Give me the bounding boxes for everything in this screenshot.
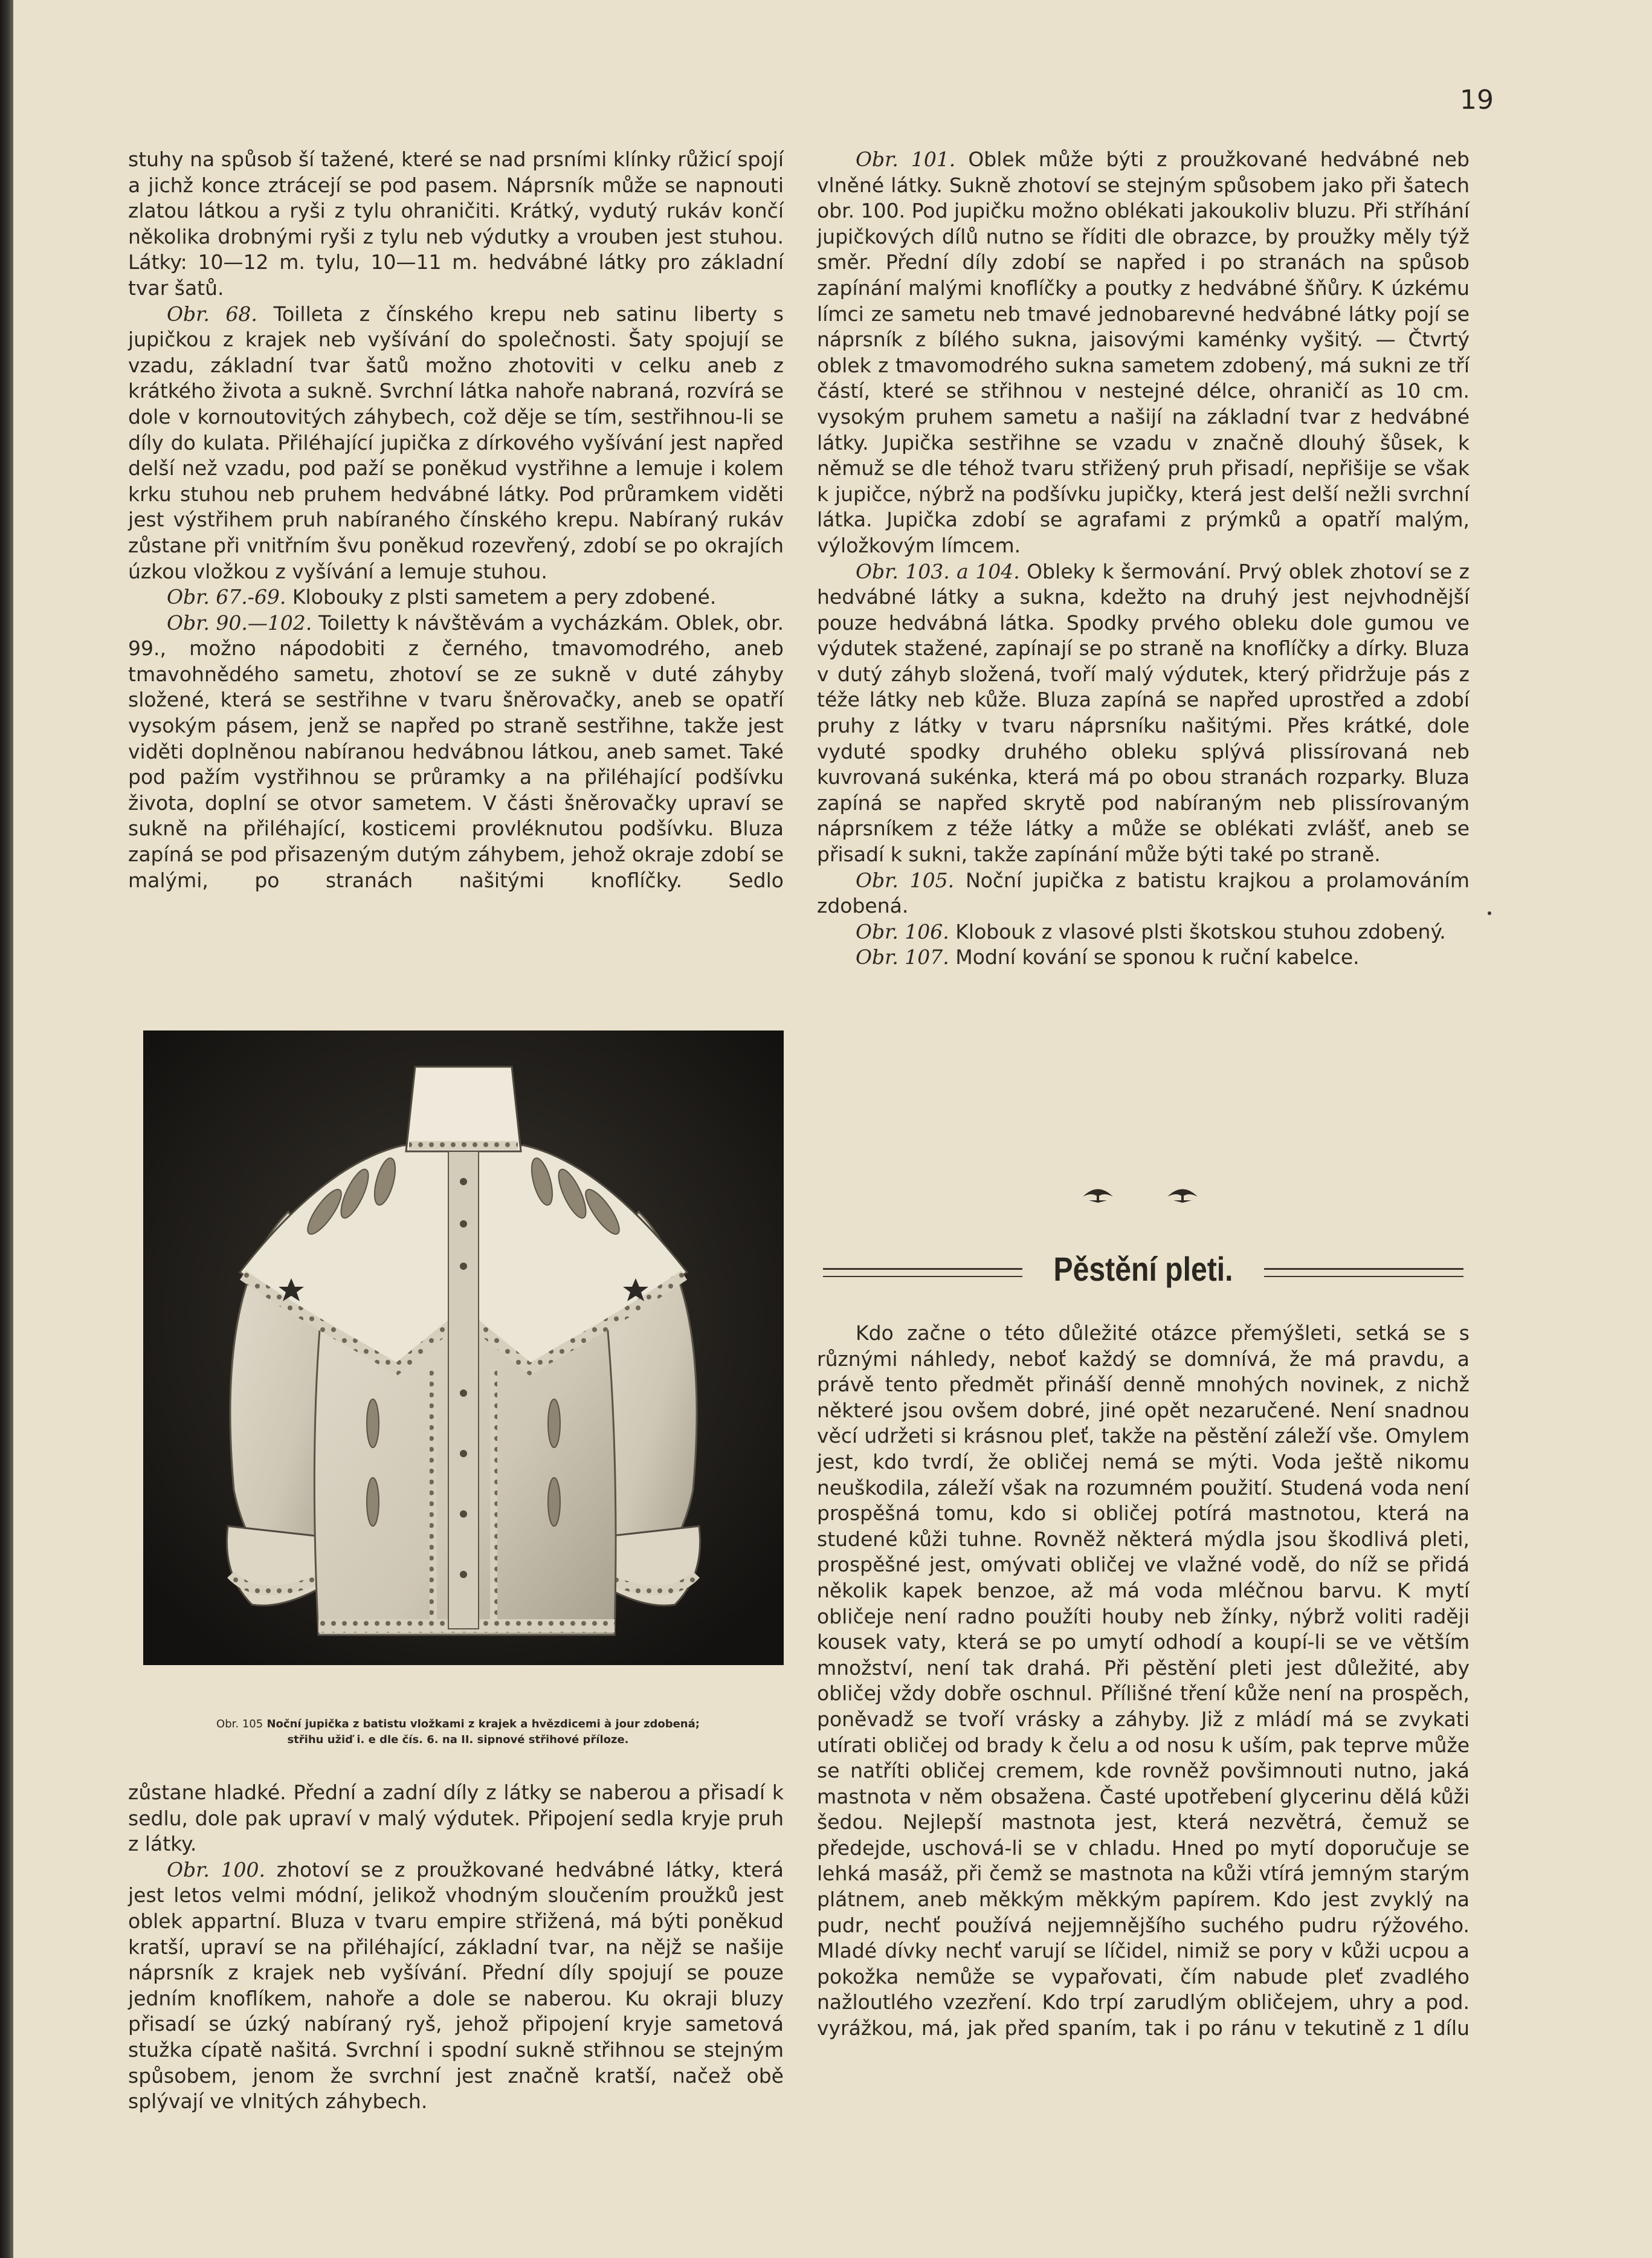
right-column-top bbox=[817, 147, 1470, 971]
paragraph bbox=[817, 919, 1470, 945]
figure-reference: Obr. 90.—102. bbox=[167, 610, 312, 635]
fleuron-ornament-icon bbox=[1077, 1179, 1216, 1203]
paragraph bbox=[128, 610, 784, 894]
paragraph: zůstane hladké. Přední a zadní díly z látky se naberou a přisadí k sedlu, dole pak upraví v malý výdutek. Připojení sedla kryje pruh z látky. bbox=[128, 1781, 784, 1856]
section-heading-block bbox=[817, 1245, 1470, 1299]
paragraph bbox=[817, 147, 1470, 559]
figure-reference: Obr. 105. bbox=[856, 868, 955, 892]
caption-text: Noční jupička z batistu vložkami z krajek a hvězdicemi à jour zdobená; bbox=[266, 1718, 700, 1730]
paragraph-text: Toilleta z čínského krepu neb satinu liberty s jupičkou z krajek neb vyšívání do společnosti. Šaty spojují se vzadu, základní tvar šatů možno zhotoviti v celku aneb z krátkého života a sukně. Svrchní látka nahoře nabraná, rozvírá se dole v kornoutovitých záhybech, což děje se tím, sestřihnou-li se díly do kulata. Přiléhající jupička z dírkového vyšívání jest napřed delší než vzadu, pod paží se poněkud vystřihne a lemuje i kolem krku stuhou neb pruhem hedvábné látky. Pod průramkem viděti jest výstřihem pruh nabíraného čínského krepu. Nabíraný rukáv zůstane při vnitřním švu poněkud rozevřený, zdobí se po okrajích úzkou vložkou z vyšívání a lemuje stuhou. bbox=[128, 302, 784, 583]
heading-rule-right bbox=[1264, 1268, 1463, 1277]
caption-line-1 bbox=[126, 1716, 790, 1732]
figure-reference: Obr. 68. bbox=[167, 302, 257, 326]
paragraph: stuhy na spůsob ší tažené, které se nad prsními klínky růžicí spojí a jichž konce ztrácejí se pod pasem. Náprsník může se napnouti zlatou látkou a ryši z tylu ohraničiti. Krátký, vydutý rukáv končí několika drobnými ryši z tylu neb výdutky a vrouben jest stuhou. Látky: 10—12 m. tylu, 10—11 m. hedvábné látky pro základní tvar šatů. bbox=[128, 147, 784, 300]
page bbox=[13, 0, 1652, 2258]
caption-line-2: střihu užiď i. e dle čís. 6. na II. sipnové střihové příloze. bbox=[287, 1733, 629, 1746]
caption-figure-number: Obr. 105 bbox=[216, 1718, 263, 1730]
paragraph bbox=[817, 945, 1470, 971]
figure-reference: Obr. 101. bbox=[856, 147, 956, 171]
paragraph-text: Noční jupička z batistu krajkou a prolamováním zdobená. bbox=[817, 868, 1470, 918]
left-column-bottom bbox=[128, 1780, 784, 2115]
paragraph: Kdo začne o této důležité otázce přemýšleti, setká se s různými náhledy, neboť každý se domnívá, že má pravdu, a právě tento předmět přináší denně mnohých novinek, z nichž některé jsou ovšem dobré, jiné opět nezaručené. Není snadnou věcí udržeti si krásnou pleť, takže na pěstění záleží vše. Omylem jest, kdo tvrdí, že obličej nemá se mýti. Voda ještě nikomu neuškodila, záleží však na rozumném použití. Studená voda není prospěšná tomu, kdo si obličej potírá mastnotou, která na studené kůži tuhne. Rovněž některá mýdla jsou škodlivá pleti, prospěšné jest, omývati obličej ve vlažné vodě, do níž se přidá několik kapek benzoe, až má voda mléčnou barvu. K mytí obličeje není radno použíti houby neb žínky, nýbrž voliti raději kousek vaty, která se po umytí odhodí a koupí-li se ve větším množství, není tak drahá. Při pěstění pleti jest důležité, aby obličej vždy dobře oschnul. Přílišné tření kůže není na prospěch, poněvadž se tvoří vrásky a záhyby. Již z mládí má se zvykati utírati obličej od brady k čelu a od nosu k uším, pak teprve může se natříti obličej cremem, kde rovněž povšimnouti nutno, jaká mastnota v něm obsažena. Časté upotřebení glycerinu dělá kůži šedou. Nejlepší mastnota jest, která nezvětrá, čemuž se předejde, uschová-li se v chladu. Hned po mytí doporučuje se lehká masáž, při čemž se mastnota na kůži vtírá jemným starým plátnem, aneb měkkým měkkým papírem. Kdo jest zvyklý na pudr, nechť používá nejjemnějšího suchého pudru rýžového. Mladé dívky nechť varují se líčidel, nimiž se pory v kůži ucpou a pokožka nemůže se vypařovati, čím nabude pleť zvadlého nažloutlého vzezření. Kdo trpí zarudlým obličejem, uhry a pod. vyrážkou, má, jak před spaním, tak i po ránu v tekutině z 1 dílu bbox=[817, 1321, 1470, 2040]
right-column-bottom bbox=[817, 1321, 1470, 2042]
figure-reference: Obr. 67.-69. bbox=[167, 585, 286, 609]
page-number: 19 bbox=[1460, 85, 1494, 115]
figure-caption bbox=[126, 1716, 790, 1748]
figure-night-jacket bbox=[143, 1030, 784, 1665]
figure-reference: Obr. 100. bbox=[167, 1857, 266, 1881]
paragraph-text: Oblek může býti z proužkované hedvábné neb vlněné látky. Sukně zhotoví se stejným spůsobem jako při šatech obr. 100. Pod jupičku možno oblékati jakoukoliv bluzu. Při stříhání jupičkových dílů nutno se říditi dle obrazce, by proužky měly týž směr. Přední díly zdobí se napřed i po stranách na spůsob zapínání malými knoflíčky a poutky z hedvábné šňůry. K úzkému límci ze sametu neb tmavé jednobarevné hedvábné látky pojí se náprsník z bílého sukna, jaisovými kaménky vyšitý. — Čtvrtý oblek z tmavomodrého sukna sametem zdobený, má sukni ze tří částí, které se střihnou v nestejné délce, ohraničí as 10 cm. vysokým pruhem sametu a našijí na základní tvar z hedvábné látky. Jupička sestřihne se vzadu v značně dlouhý šůsek, k němuž se dle téhož tvaru střižený pruh přisadí, nepřišije se však k jupičce, nýbrž na podšívku jupičky, která jest delší nežli svrchní látka. Jupička zdobí se agrafami z prýmků a opatří malým, výložkovým límcem. bbox=[817, 147, 1470, 557]
paragraph-text: Toiletty k návštěvám a vycházkám. Oblek, obr. 99., možno nápodobiti z černého, tmavomodrého, aneb tmavohnědého sametu, zhotoví se ze sukně v duté záhyby složené, která se sestřihne v tvaru šněrovačky, aneb se opatří vysokým pásem, jenž se napřed po straně sestřihne, takže jest viděti doplněnou nabíranou hedvábnou látkou, aneb samet. Také pod pažím vystřihnou se průramky a na přiléhající podšívku života, doplní se otvor sametem. V části šněrovačky upraví se sukně na přiléhající, kosticemi provléknutou podšívku. Bluza zapíná se pod přisazeným dutým záhybem, jehož okraje zdobí se malými, po stranách našitými knoflíčky. Sedlo bbox=[128, 610, 784, 892]
heading-rule-left bbox=[823, 1268, 1022, 1277]
margin-mark bbox=[1488, 911, 1491, 915]
jacket-illustration bbox=[143, 1030, 784, 1665]
paragraph-text: Obleky k šermování. Prvý oblek zhotoví se z hedvábné látky a sukna, kdežto na druhý jest nejvhodnější pouze hedvábná látka. Spodky prvého obleku dole gumou ve výdutek stažené, zapínají se po straně na knoflíčky a dírky. Bluza v dutý záhyb složená, tvoří malý výdutek, který přidržuje pás z téže látky neb kůže. Bluza zapíná se napřed uprostřed a zdobí pruhy z látky v tvaru náprsníku našitými. Přes krátké, dole vyduté spodky druhého obleku splývá plissírovaná neb kuvrovaná sukénka, která má po obou stranách rozparky. Bluza zapíná se napřed skrytě pod nabíraným neb plissírovaným náprsníkem z téže látky a může se oblékati zvlášť, aneb se přisadí k sukni, takže zapínání může býti také po straně. bbox=[817, 559, 1470, 867]
paragraph bbox=[128, 1857, 784, 2115]
paragraph-text: zhotoví se z proužkované hedvábné látky, která jest letos velmi módní, jelikož vhodným sloučením proužků jest oblek appartní. Bluza v tvaru empire střižená, má býti poněkud kratší, upraví se na přiléhající, základní tvar, na nějž se našije náprsník z krajek neb vyšívání. Přední díly spojují se pouze jedním knoflíkem, nahoře a dole se naberou. Ku okraji bluzy přisadí se úzký nabíraný ryš, jehož připojení kryje sametová stužka cípatě našitá. Svrchní i spodní sukně střihnou se stejným spůsobem, jenom že svrchní jest značně kratší, načež obě splývají ve vlnitých záhybech. bbox=[128, 1857, 784, 2114]
book-spine bbox=[0, 0, 13, 2258]
paragraph bbox=[128, 584, 784, 610]
paragraph-text: Modní kování se sponou k ruční kabelce. bbox=[949, 945, 1360, 969]
paragraph bbox=[817, 868, 1470, 919]
figure-reference: Obr. 103. a 104. bbox=[856, 559, 1020, 583]
paragraph bbox=[128, 302, 784, 585]
paragraph bbox=[817, 559, 1470, 868]
paragraph-text: Klobouky z plsti sametem a pery zdobené. bbox=[286, 585, 717, 609]
section-heading: Pěstění pleti. bbox=[1053, 1250, 1233, 1288]
paragraph-text: Klobouk z vlasové plsti škotskou stuhou zdobený. bbox=[949, 919, 1446, 943]
left-column-top bbox=[128, 147, 784, 893]
figure-reference: Obr. 106. bbox=[856, 919, 949, 943]
figure-reference: Obr. 107. bbox=[856, 945, 949, 969]
